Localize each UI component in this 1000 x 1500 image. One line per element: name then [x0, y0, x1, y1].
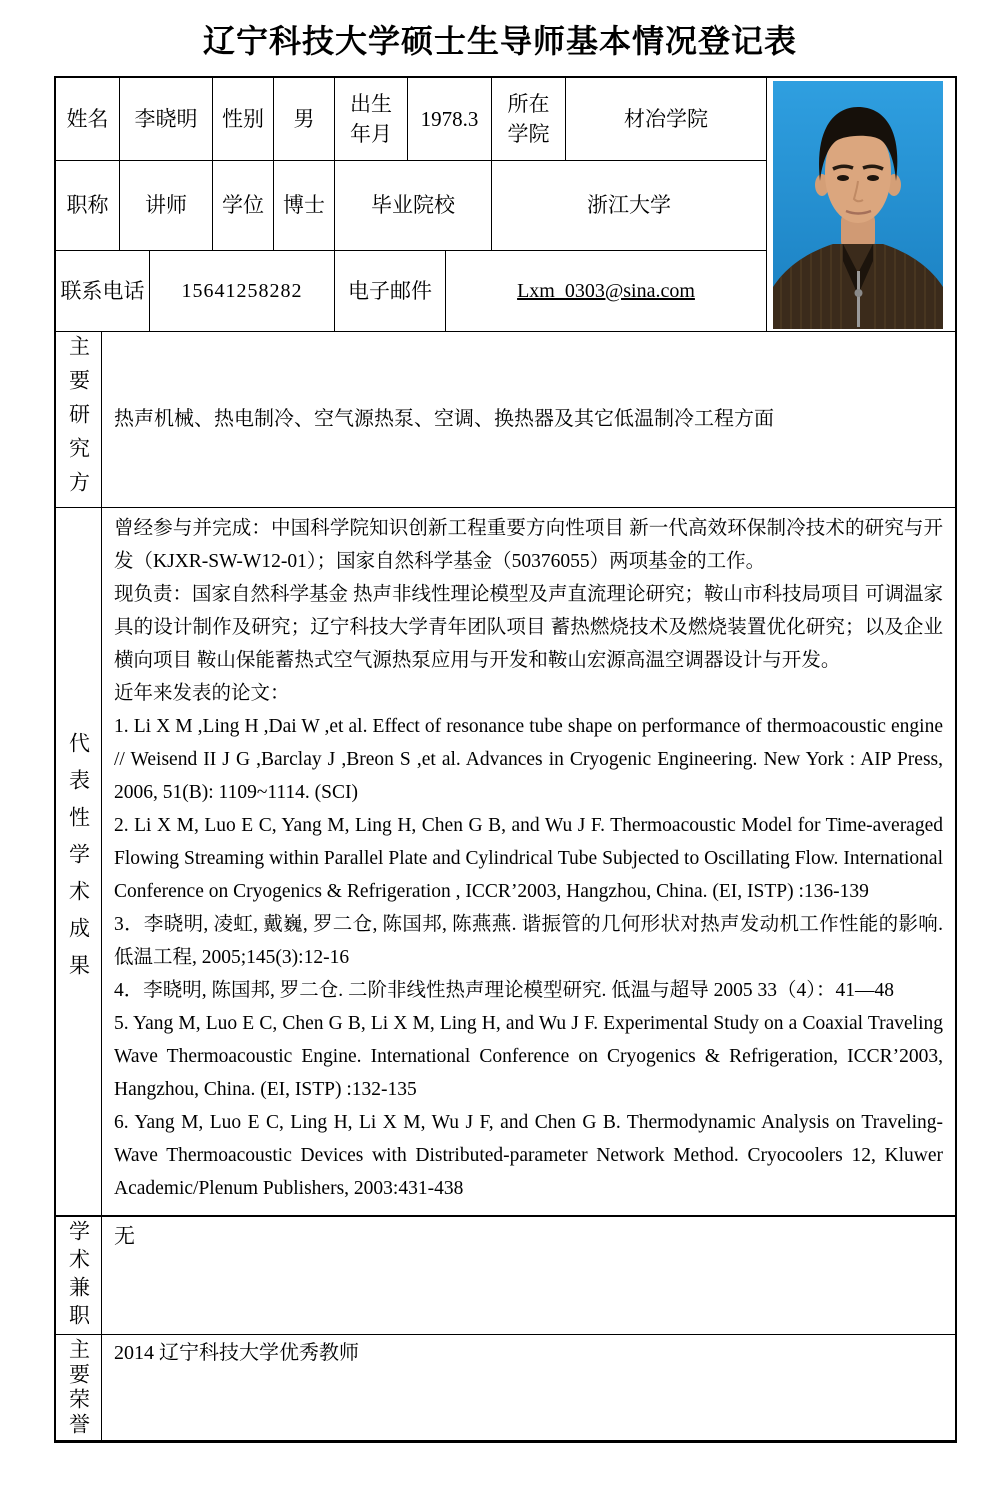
achievement-paragraph: 4．李晓明, 陈国邦, 罗二仓. 二阶非线性热声理论模型研究. 低温与超导 2005 33（4）：41—48: [114, 980, 895, 1001]
gender-label-cell: [213, 78, 274, 161]
degree-value-cell: [274, 161, 335, 251]
parttime-content: 无: [114, 1224, 135, 1248]
photo-zipper-pull: [855, 289, 863, 297]
research-label-cell: [56, 332, 102, 508]
parttime-label: 学术兼职: [66, 1219, 91, 1332]
phone-value: 15641258282: [181, 279, 303, 302]
email-label-cell: [335, 251, 446, 332]
honors-label-cell: [56, 1335, 102, 1440]
job-title-label: 职称: [66, 193, 109, 218]
name-value-cell: [120, 78, 213, 161]
job-title-value-cell: [120, 161, 213, 251]
photo-eye-left: [837, 175, 849, 181]
id-photo: [773, 81, 943, 329]
birth-value-cell: [408, 78, 492, 161]
school-value: 浙江大学: [587, 193, 671, 218]
name-value: 李晓明: [134, 106, 198, 131]
phone-label-cell: [56, 251, 150, 332]
row-research: [56, 332, 955, 508]
registration-form-table: [54, 76, 957, 1443]
research-label: 主要研究方: [66, 334, 91, 505]
birth-label: 出生年月: [350, 91, 392, 146]
achievement-paragraph: 曾经参与并完成：中国科学院知识创新工程重要方向性项目 新一代高效环保制冷技术的研究与开发（KJXR-SW-W12-01）；国家自然科学基金（50376055）两项基金的工作。: [114, 518, 943, 572]
college-value: 材冶学院: [624, 106, 708, 131]
honors-content: 2014 辽宁科技大学优秀教师: [114, 1342, 359, 1364]
research-content-cell: [102, 332, 955, 508]
college-value-cell: [566, 78, 767, 161]
achievement-paragraph: 3．李晓明, 凌虹, 戴巍, 罗二仓, 陈国邦, 陈燕燕. 谐振管的几何形状对热声发动机工作性能的影响. 低温工程, 2005;145(3):12-16: [114, 914, 943, 968]
phone-label: 联系电话: [60, 278, 145, 303]
birth-value: 1978.3: [420, 106, 479, 131]
email-value-cell: [446, 251, 767, 332]
school-value-cell: [492, 161, 767, 251]
achievement-paragraph: 近年来发表的论文：: [114, 683, 290, 704]
honors-content-cell: [102, 1335, 955, 1440]
college-label-cell: [492, 78, 566, 161]
row-achievements: [56, 508, 955, 1217]
achievements-content-cell: [102, 508, 955, 1217]
email-link[interactable]: Lxm_0303@sina.com: [517, 279, 695, 302]
achievements-label: 代表性学术成果: [66, 732, 91, 991]
photo-zipper: [857, 271, 860, 327]
research-content: 热声机械、热电制冷、空气源热泵、空调、换热器及其它低温制冷工程方面: [114, 408, 774, 430]
gender-label: 性别: [222, 106, 264, 131]
id-photo-cell: [767, 78, 955, 332]
degree-label: 学位: [222, 193, 264, 218]
row-parttime: [56, 1217, 955, 1335]
achievement-paragraph: 6. Yang M, Luo E C, Ling H, Li X M, Wu J F, and Chen G B. Thermodynamic Analysis on Traveling-Wave Thermoacoustic Devices with Distributed-parameter Network Method. Cryocoolers 12, Kluwer Academic/Plenum Publishers, 2003:431-438: [114, 1112, 943, 1199]
achievement-paragraph: 1. Li X M ,Ling H ,Dai W ,et al. Effect of resonance tube shape on performance of thermoacoustic engine // Weisend II J G ,Barclay J ,Breon S ,et al. Advances in Cryogenic Engineering. New York : AIP Press, 2006, 51(B): 1109~1114. (SCI): [114, 716, 943, 803]
school-label: 毕业院校: [371, 193, 455, 218]
row-honors: [56, 1335, 955, 1440]
name-label: 姓名: [66, 106, 109, 131]
job-title-value: 讲师: [145, 193, 187, 218]
photo-face: [825, 129, 891, 223]
gender-value-cell: [274, 78, 335, 161]
school-label-cell: [335, 161, 492, 251]
name-label-cell: [56, 78, 120, 161]
degree-value: 博士: [283, 193, 325, 218]
parttime-label-cell: [56, 1217, 102, 1335]
achievement-paragraph: 5. Yang M, Luo E C, Chen G B, Li X M, Ling H, and Wu J F. Experimental Study on a Coaxial Traveling Wave Thermoacoustic Engine. International Conference on Cryogenics & Refrigeration, ICCR’2003, Hangzhou, China. (EI, ISTP) :132-135: [114, 1013, 943, 1100]
page-title: 辽宁科技大学硕士生导师基本情况登记表: [202, 23, 797, 59]
achievements-label-cell: [56, 508, 102, 1217]
gender-value: 男: [293, 106, 315, 131]
achievement-paragraph: 2. Li X M, Luo E C, Yang M, Ling H, Chen G B, and Wu J F. Thermoacoustic Model for Time-averaged Flowing Streaming within Parallel Plate and Cylindrical Tube Subjected to Oscillating Flow. International Conference on Cryogenics & Refrigeration , ICCR’2003, Hangzhou, China. (EI, ISTP) :136-139: [114, 815, 943, 902]
birth-label-cell: [335, 78, 408, 161]
phone-value-cell: [150, 251, 335, 332]
honors-label: 主要荣誉: [66, 1337, 91, 1438]
photo-eye-right: [867, 175, 879, 181]
college-label: 所在学院: [507, 91, 550, 146]
degree-label-cell: [213, 161, 274, 251]
parttime-content-cell: [102, 1217, 955, 1335]
job-title-label-cell: [56, 161, 120, 251]
achievement-paragraph: 现负责：国家自然科学基金 热声非线性理论模型及声直流理论研究；鞍山市科技局项目 可调温家具的设计制作及研究；辽宁科技大学青年团队项目 蓄热燃烧技术及燃烧装置优化研究；以及企业横向项目 鞍山保能蓄热式空气源热泵应用与开发和鞍山宏源高温空调器设计与开发。: [114, 584, 943, 671]
email-label: 电子邮件: [348, 278, 432, 303]
